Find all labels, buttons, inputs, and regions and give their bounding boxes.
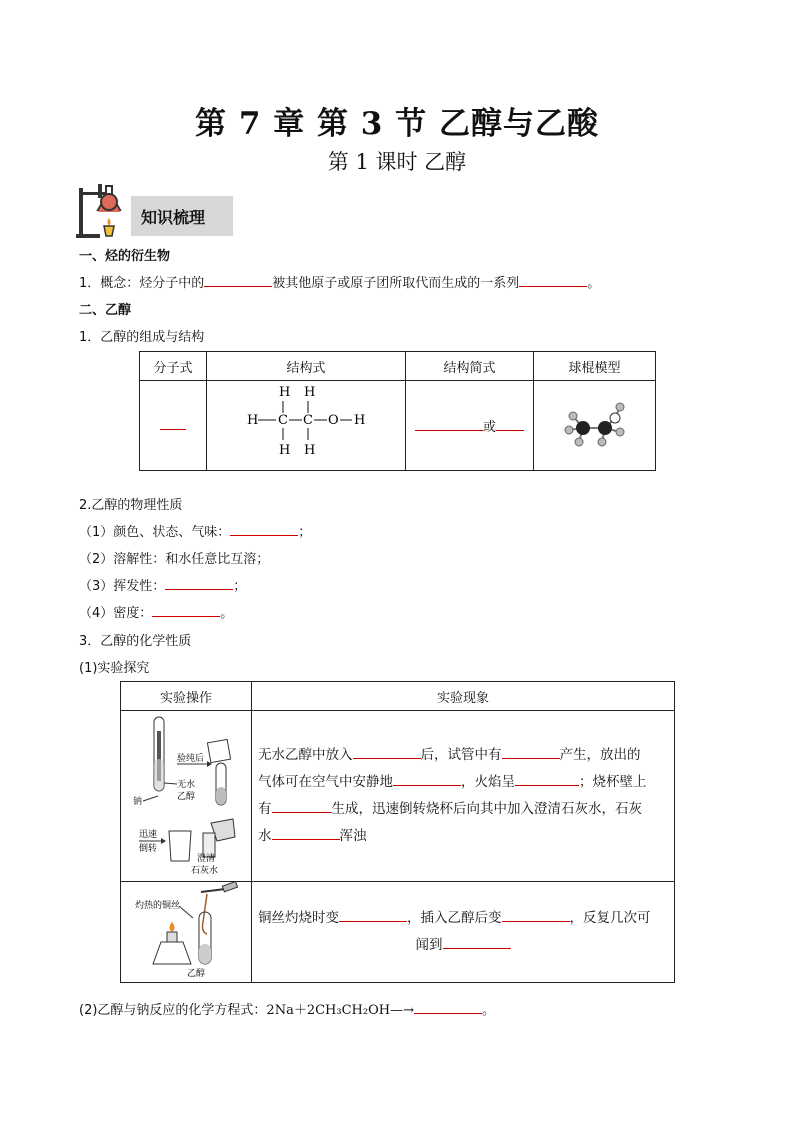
experiment-table xyxy=(120,681,675,983)
phen-text: 气体可在空气中安静地 xyxy=(258,774,393,790)
ball-stick-cell xyxy=(534,381,656,471)
atom-h: H xyxy=(354,413,366,428)
atom-h: H xyxy=(304,385,316,400)
ball-stick-model xyxy=(560,394,630,454)
answer-blank[interactable] xyxy=(339,909,407,922)
prop-end: ； xyxy=(298,525,312,540)
section-banner xyxy=(131,196,233,236)
sodium-experiment-image-cell xyxy=(121,711,252,882)
concept-end: 。 xyxy=(587,276,601,291)
col-header: 结构简式 xyxy=(406,352,534,381)
structural-formula xyxy=(207,381,405,466)
sodium-experiment-diagram xyxy=(121,711,251,877)
atom-h: H xyxy=(247,413,259,428)
equation: 2Na＋2CH₃CH₂OH—→ xyxy=(266,1003,414,1018)
col-header: 球棍模型 xyxy=(534,352,656,381)
banner-label: 知识梳理 xyxy=(141,208,206,227)
label-invert: 倒转 xyxy=(139,844,158,854)
phen-line xyxy=(258,823,668,850)
phen-text: 水 xyxy=(258,828,272,844)
equation-line xyxy=(79,999,495,1018)
concept-prefix: 1．概念：烃分子中的 xyxy=(79,276,205,291)
prop-end: 。 xyxy=(220,606,234,621)
col-header: 分子式 xyxy=(140,352,207,381)
equation-prefix: (2)乙醇与钠反应的化学方程式： xyxy=(79,1003,267,1018)
answer-blank[interactable] xyxy=(414,1001,482,1014)
answer-blank[interactable] xyxy=(272,800,332,813)
phen-text: 后，试管中有 xyxy=(420,747,502,763)
phen-line xyxy=(258,932,668,959)
label-hot-copper: 灼热的铜丝 xyxy=(135,901,181,911)
label-ethanol-2: 乙醇 xyxy=(187,969,206,978)
structure-table xyxy=(139,351,656,471)
answer-blank[interactable] xyxy=(353,746,421,759)
phen-line xyxy=(258,796,668,823)
section-heading-1: 一、烃的衍生物 xyxy=(79,249,171,264)
answer-blank[interactable] xyxy=(230,523,298,536)
prop-text: （1）颜色、状态、气味： xyxy=(79,525,231,540)
subheading-physical: 2.乙醇的物理性质 xyxy=(79,498,183,513)
answer-blank[interactable] xyxy=(160,417,186,430)
lab-flask-icon xyxy=(76,182,134,240)
structural-formula-cell xyxy=(207,381,406,471)
copper-experiment-diagram xyxy=(121,882,251,978)
sodium-phenomenon-cell xyxy=(252,711,675,882)
col-header: 实验现象 xyxy=(252,682,675,711)
phen-line xyxy=(258,742,668,769)
answer-blank[interactable] xyxy=(515,773,579,786)
prop-line-1 xyxy=(79,521,311,540)
phen-text: ，火焰呈 xyxy=(461,774,515,790)
atom-o: O xyxy=(328,413,339,428)
copper-experiment-image-cell xyxy=(121,882,252,983)
answer-blank[interactable] xyxy=(165,577,233,590)
label-limewater: 石灰水 xyxy=(191,866,219,876)
page-title: 第 7 章 第 3 节 乙醇与乙酸 xyxy=(195,106,599,142)
label-purity: 验纯后 xyxy=(177,754,205,764)
answer-blank[interactable] xyxy=(152,604,220,617)
answer-blank[interactable] xyxy=(415,418,483,431)
col-header: 实验操作 xyxy=(121,682,252,711)
answer-blank[interactable] xyxy=(443,936,511,949)
formula-cell xyxy=(140,381,207,471)
label-quick: 迅速 xyxy=(139,830,158,840)
answer-blank[interactable] xyxy=(502,746,560,759)
prop-end: ； xyxy=(233,579,247,594)
simple-formula-cell xyxy=(406,381,534,471)
phen-text: ，反复几次可 xyxy=(569,910,651,926)
phen-text: 浑浊 xyxy=(339,828,367,844)
answer-blank[interactable] xyxy=(204,274,272,287)
or-text: 或 xyxy=(482,420,496,435)
subheading-experiment: (1)实验探究 xyxy=(79,661,150,676)
atom-h: H xyxy=(279,385,291,400)
label-ethanol: 乙醇 xyxy=(177,792,196,802)
prop-text: （3）挥发性： xyxy=(79,579,166,594)
phen-text: 产生，放出的 xyxy=(559,747,641,763)
concept-mid: 被其他原子或原子团所取代而生成的一系列 xyxy=(272,276,520,291)
atom-c: C xyxy=(278,413,288,428)
atom-h: H xyxy=(279,443,291,458)
answer-blank[interactable] xyxy=(272,827,340,840)
phen-text: ；烧杯壁上 xyxy=(579,774,647,790)
answer-blank[interactable] xyxy=(502,909,570,922)
prop-line-3 xyxy=(79,575,246,594)
label-sodium: 钠 xyxy=(133,797,143,807)
prop-line-2: （2）溶解性：和水任意比互溶； xyxy=(79,552,270,567)
phen-line xyxy=(258,905,668,932)
atom-c: C xyxy=(303,413,313,428)
equation-end: 。 xyxy=(481,1003,495,1018)
label-clear: 澄清 xyxy=(197,854,216,864)
subheading-chemical: 3．乙醇的化学性质 xyxy=(79,634,192,649)
prop-line-4 xyxy=(79,602,233,621)
prop-text: （4）密度： xyxy=(79,606,153,621)
col-header: 结构式 xyxy=(207,352,406,381)
concept-line xyxy=(79,272,600,291)
atom-h: H xyxy=(304,443,316,458)
phen-text: 有 xyxy=(258,801,272,817)
answer-blank[interactable] xyxy=(393,773,461,786)
phen-text: 无水乙醇中放入 xyxy=(258,747,353,763)
answer-blank[interactable] xyxy=(519,274,587,287)
phen-text: ，插入乙醇后变 xyxy=(407,910,502,926)
subheading-structure: 1．乙醇的组成与结构 xyxy=(79,330,205,345)
page-subtitle: 第 1 课时 乙醇 xyxy=(327,150,467,174)
answer-blank[interactable] xyxy=(496,418,524,431)
copper-phenomenon-cell xyxy=(252,882,675,983)
phen-text: 生成，迅速倒转烧杯后向其中加入澄清石灰水，石灰 xyxy=(331,801,642,817)
label-anhydrous: 无水 xyxy=(177,780,196,790)
section-heading-2: 二、乙醇 xyxy=(79,303,132,318)
phen-line xyxy=(258,769,668,796)
phen-text: 铜丝灼烧时变 xyxy=(258,910,339,926)
phen-text: 闻到 xyxy=(415,937,443,953)
